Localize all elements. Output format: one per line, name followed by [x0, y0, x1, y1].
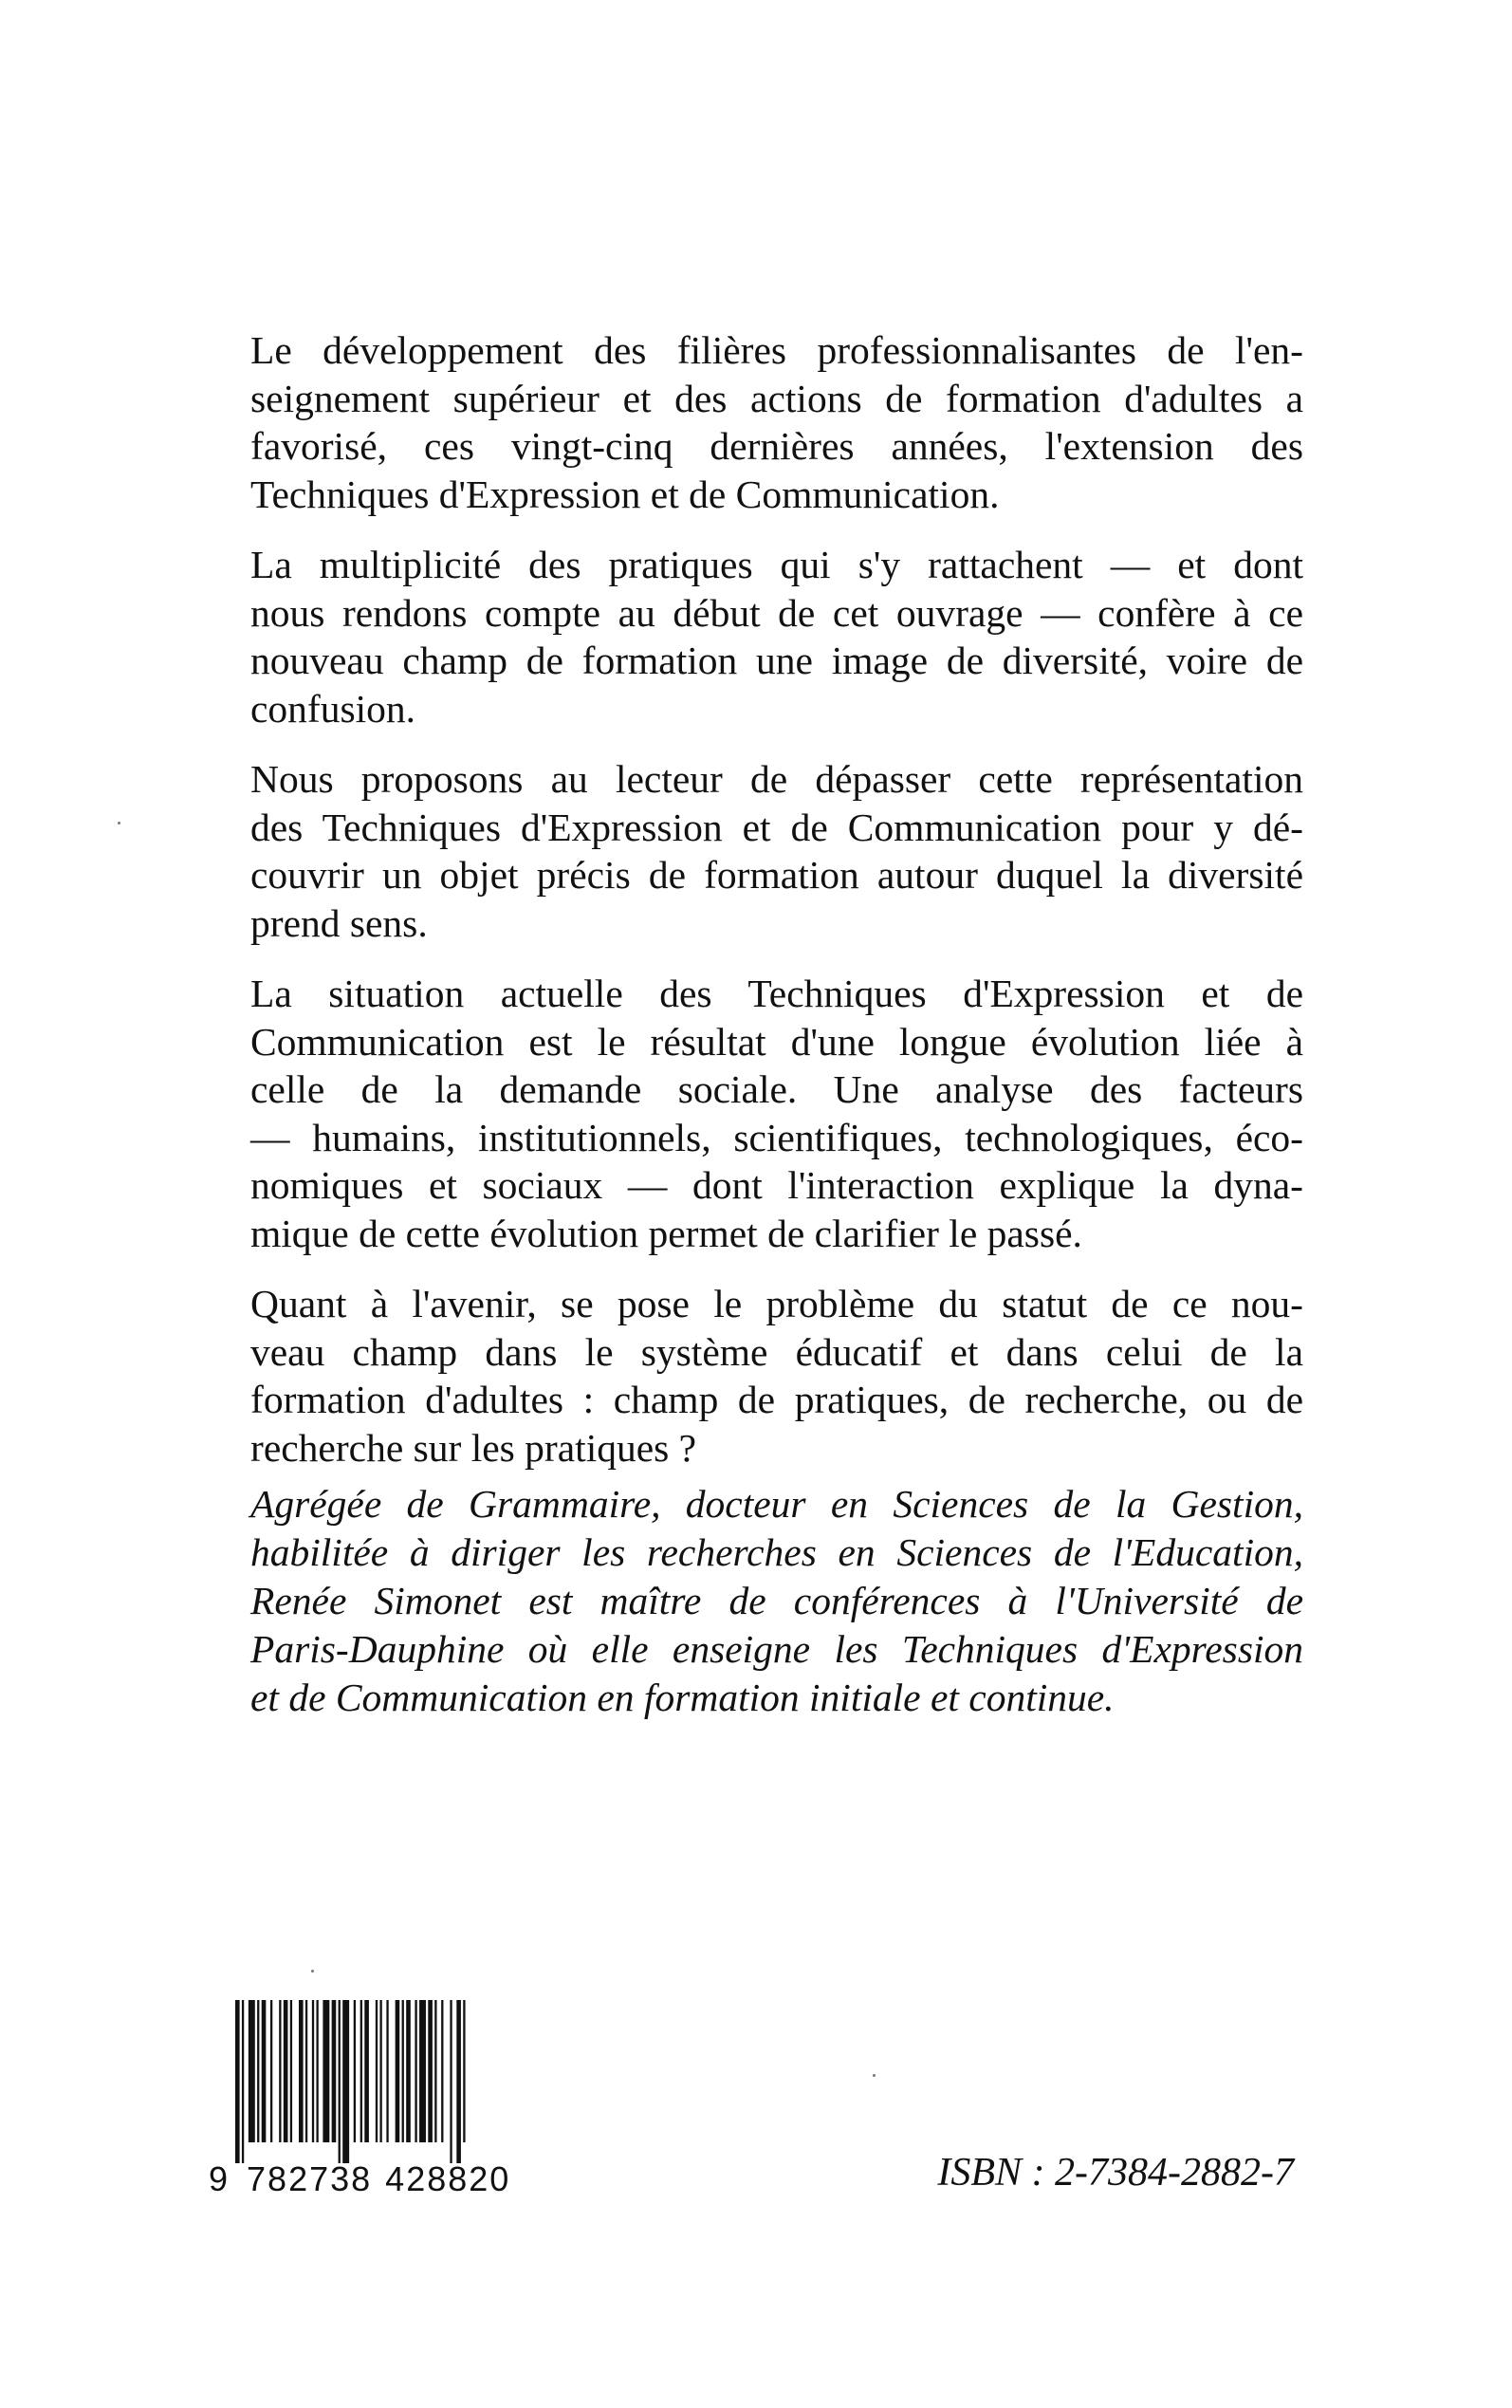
- barcode-bar: [450, 2000, 452, 2163]
- text-line: favorisé, ces vingt-cinq dernières années, l'extension des: [250, 424, 1303, 468]
- barcode-bar: [262, 2000, 267, 2142]
- text-line: La situation actuelle des Techniques d'Expression et de: [250, 972, 1303, 1015]
- text-line: des Techniques d'Expression et de Communication pour y dé-: [250, 805, 1303, 849]
- bio-line: Agrégée de Grammaire, docteur en Sciences de la Gestion,: [250, 1482, 1303, 1526]
- barcode-bar: [316, 2000, 318, 2142]
- barcode-bar: [379, 2000, 381, 2142]
- barcode-bar: [257, 2000, 259, 2142]
- text-line: confusion.: [250, 686, 416, 731]
- barcode-bar: [323, 2000, 329, 2142]
- bio-line: Paris-Dauphine où elle enseigne les Techniques d'Expression: [250, 1627, 1303, 1671]
- barcode-bar: [456, 2000, 461, 2163]
- barcode-bar: [428, 2000, 433, 2142]
- barcode-bar: [235, 2000, 240, 2163]
- barcode-bar: [249, 2000, 255, 2142]
- barcode-bar: [354, 2000, 356, 2142]
- summary-text: [250, 326, 1303, 1494]
- print-speck: [873, 2074, 876, 2077]
- barcode-bar: [360, 2000, 362, 2142]
- barcode-bar: [406, 2000, 411, 2142]
- text-line: Communication est le résultat d'une longue évolution liée à: [250, 1019, 1303, 1064]
- isbn-number: ISBN : 2-7384-2882-7: [937, 2151, 1294, 2195]
- text-line: veau champ dans le système éducatif et dans celui de la: [250, 1329, 1303, 1374]
- barcode-bar: [299, 2000, 304, 2142]
- paragraph-4: [250, 970, 1303, 1257]
- print-speck: [118, 822, 120, 824]
- text-line: couvrir un objet précis de formation autour duquel la diversité: [250, 853, 1303, 897]
- barcode-bar: [270, 2000, 272, 2142]
- text-line: Quant à l'avenir, se pose le problème du statut de ce nou-: [250, 1282, 1303, 1325]
- barcode-bar: [290, 2000, 292, 2142]
- paragraph-2: [250, 541, 1303, 732]
- barcode: [209, 2000, 550, 2198]
- text-line: — humains, institutionnels, scientifiques, technologiques, éco-: [250, 1115, 1303, 1159]
- paragraph-3: [250, 755, 1303, 947]
- text-line: mique de cette évolution permet de clarifier le passé.: [250, 1211, 1082, 1255]
- text-line: Nous proposons au lecteur de dépasser cette représentation: [250, 757, 1303, 801]
- barcode-bar: [305, 2000, 307, 2142]
- barcode-bar: [441, 2000, 443, 2142]
- barcode-bar: [376, 2000, 378, 2142]
- barcode-bar: [284, 2000, 288, 2142]
- text-line: Le développement des filières professionnalisantes de l'en-: [250, 328, 1303, 372]
- barcode-bar: [434, 2000, 436, 2142]
- text-line: La multiplicité des pratiques qui s'y rattachent — et dont: [250, 543, 1303, 586]
- barcode-bar: [332, 2000, 337, 2142]
- text-line: prend sens.: [250, 900, 428, 945]
- paragraph-5: [250, 1280, 1303, 1472]
- bio-line: habilitée à diriger les recherches en Sciences de l'Education,: [250, 1530, 1303, 1574]
- bio-line: Renée Simonet est maître de conférences à l'Université de: [250, 1579, 1303, 1622]
- text-line: Techniques d'Expression et de Communication.: [250, 472, 1000, 516]
- barcode-bar: [396, 2000, 400, 2142]
- text-line: celle de la demande sociale. Une analyse des facteurs: [250, 1067, 1303, 1111]
- barcode-bar: [463, 2000, 465, 2142]
- text-line: nouveau champ de formation une image de diversité, voire de: [250, 639, 1303, 682]
- barcode-bar: [415, 2000, 416, 2142]
- paragraph-1: [250, 326, 1303, 518]
- barcode-bar: [242, 2000, 244, 2163]
- barcode-digit-lead: 9: [209, 2159, 230, 2198]
- barcode-bar: [342, 2000, 349, 2163]
- author-bio: [250, 1480, 1303, 1722]
- barcode-bar: [312, 2000, 314, 2142]
- text-line: nomiques et sociaux — dont l'interaction explique la dyna-: [250, 1163, 1303, 1207]
- barcode-bar: [419, 2000, 426, 2142]
- barcode-bar: [386, 2000, 388, 2142]
- barcode-bar: [339, 2000, 341, 2163]
- text-line: recherche sur les pratiques ?: [250, 1425, 697, 1470]
- barcode-digit-group-left: 782738: [247, 2159, 373, 2198]
- bio-line: et de Communication en formation initiale et continue.: [250, 1676, 1115, 1719]
- barcode-bar: [402, 2000, 404, 2142]
- barcode-bar: [364, 2000, 369, 2142]
- text-line: nous rendons compte au début de cet ouvrage — confère à ce: [250, 590, 1303, 635]
- barcode-digits: [209, 2159, 510, 2199]
- barcode-digit-group-right: 428820: [385, 2159, 511, 2198]
- print-speck: [311, 1970, 314, 1973]
- barcode-bars: [235, 2000, 544, 2163]
- barcode-bar: [279, 2000, 281, 2142]
- text-line: formation d'adultes : champ de pratiques, de recherche, ou de: [250, 1378, 1303, 1421]
- text-line: seignement supérieur et des actions de formation d'adultes a: [250, 376, 1303, 420]
